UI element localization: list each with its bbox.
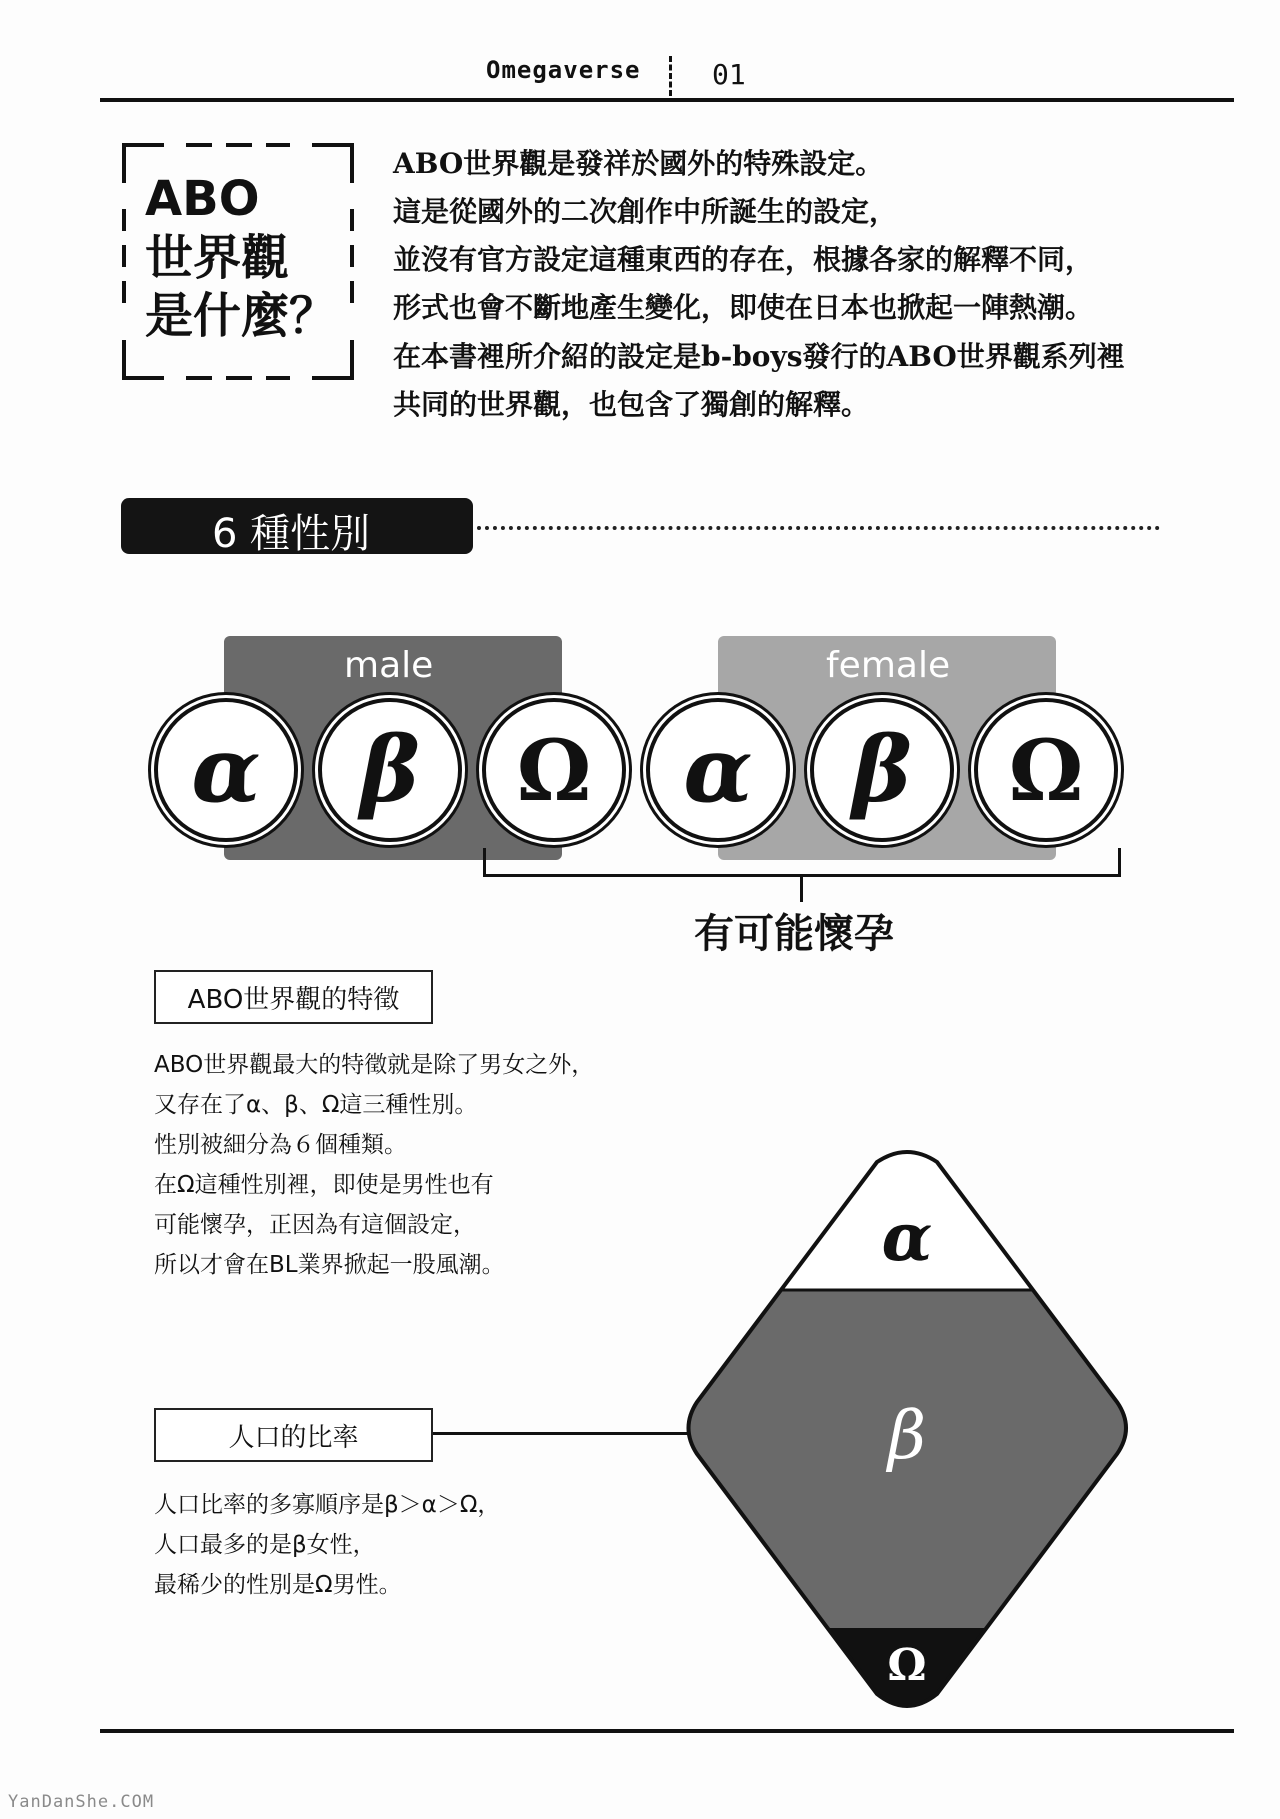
female-alpha-circle: α [646, 698, 790, 842]
page-number: 01 [712, 58, 746, 91]
female-omega-circle: Ω [974, 698, 1118, 842]
pregnancy-label: 有可能懷孕 [694, 910, 894, 957]
population-label: 人口的比率 [154, 1408, 433, 1462]
intro-line: 共同的世界觀，也包含了獨創的解釋。 [393, 387, 870, 421]
dotted-leader [477, 526, 1160, 530]
population-connector [431, 1432, 691, 1435]
bottom-rule [100, 1729, 1234, 1733]
intro-line: ABO世界觀是發祥於國外的特殊設定。 [393, 147, 884, 180]
header-separator [669, 56, 672, 96]
population-paragraph [154, 1485, 500, 1605]
intro-line: 並沒有官方設定這種東西的存在，根據各家的解釋不同， [393, 243, 1094, 277]
male-omega-circle: Ω [482, 698, 626, 842]
features-line: 所以才會在BL業界掀起一股風潮。 [154, 1252, 505, 1279]
diamond-omega: Ω [887, 1640, 927, 1691]
bracket-left [483, 848, 486, 877]
diamond-beta: β [887, 1397, 927, 1474]
features-line: 又存在了α、β、Ω這三種性別。 [154, 1092, 478, 1119]
diamond-alpha: α [881, 1198, 933, 1276]
features-label: ABO世界觀的特徵 [154, 970, 433, 1024]
population-line: 人口最多的是β女性， [154, 1532, 376, 1559]
features-line: 在Ω這種性別裡，即使是男性也有 [154, 1172, 494, 1199]
bracket-stem [800, 876, 803, 902]
features-paragraph [154, 1045, 594, 1285]
features-line: 性別被細分為６個種類。 [154, 1132, 407, 1159]
intro-paragraph [393, 140, 1125, 429]
watermark: YanDanShe.COM [8, 1792, 155, 1812]
female-label: female [826, 645, 951, 686]
title-line: 是什麼？ [145, 288, 338, 345]
population-line: 人口比率的多寡順序是β＞α＞Ω， [154, 1492, 501, 1518]
features-line: ABO世界觀最大的特徵就是除了男女之外， [154, 1052, 595, 1078]
features-line: 可能懷孕，正因為有這個設定， [154, 1212, 476, 1239]
top-rule [100, 98, 1234, 102]
male-label: male [344, 645, 434, 686]
female-beta-circle: β [810, 698, 954, 842]
intro-line: 在本書裡所介紹的設定是b-boys發行的ABO世界觀系列裡 [393, 339, 1125, 373]
section-title: 6 種性別 [212, 511, 371, 557]
intro-line: 這是從國外的二次創作中所誕生的設定， [393, 195, 898, 229]
bracket-right [1118, 848, 1121, 877]
page-title [145, 170, 337, 346]
male-alpha-circle: α [154, 698, 298, 842]
population-line: 最稀少的性別是Ω男性。 [154, 1572, 402, 1599]
title-line: 世界觀 [145, 229, 290, 286]
running-header-title: Omegaverse [486, 56, 641, 84]
title-line: ABO [145, 171, 260, 227]
male-beta-circle: β [318, 698, 462, 842]
intro-line: 形式也會不斷地產生變化，即使在日本也掀起一陣熱潮。 [393, 291, 1094, 325]
population-diamond [680, 1148, 1135, 1718]
